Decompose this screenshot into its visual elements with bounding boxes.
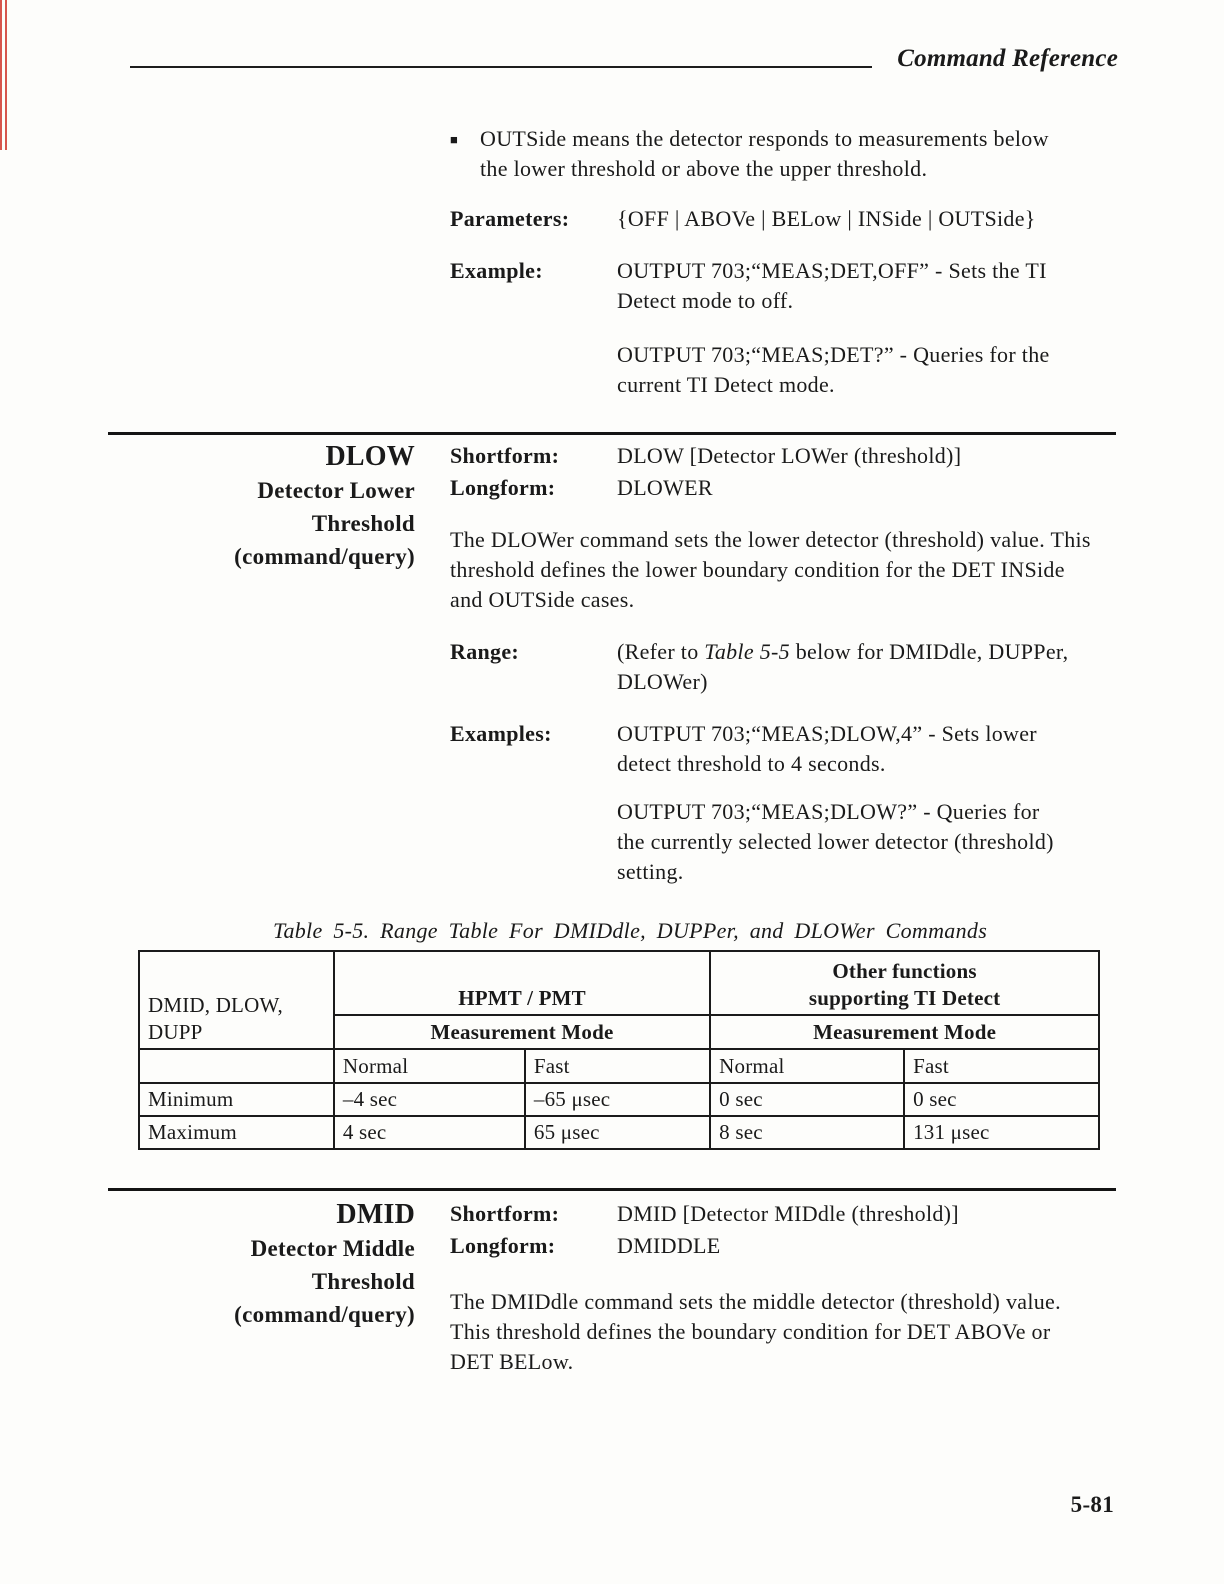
shortform-row	[450, 441, 1098, 471]
running-header: Command Reference	[897, 45, 1118, 72]
range-label: Range:	[450, 639, 520, 664]
range-value-pre: (Refer to	[617, 639, 705, 664]
shortform-value: DLOW [Detector LOWer (threshold)]	[617, 443, 962, 468]
dlow-example-2-text: OUTPUT 703;“MEAS;DLOW?” - Queries for the currently selected lower detector (threshold) setting.	[617, 799, 1054, 884]
corner-line-2: DUPP	[148, 1020, 203, 1044]
dmid-subtitle-line: (command/query)	[234, 1302, 415, 1327]
group-other-line-2: supporting TI Detect	[808, 986, 1001, 1010]
parameters-value: {OFF | ABOVe | BELow | INSide | OUTSide}	[617, 206, 1036, 231]
table-caption: Table 5-5. Range Table For DMIDdle, DUPPer, and DLOWer Commands	[272, 918, 988, 943]
scan-artifact	[0, 0, 9, 150]
section-divider	[108, 432, 1116, 435]
dmid-command-title: DMID	[336, 1199, 415, 1230]
bullet-text: OUTSide means the detector responds to measurements below the lower threshold or above the upper threshold.	[480, 126, 1049, 181]
cell-value: 0 sec	[710, 1083, 904, 1116]
parameters-label: Parameters:	[450, 206, 570, 231]
bullet-item	[450, 124, 1098, 184]
det-section-content	[450, 124, 1098, 400]
dlow-side-label	[105, 440, 415, 573]
dmid-section-content	[450, 1199, 1098, 1377]
examples-row	[450, 719, 1098, 779]
col-header-fast: Fast	[904, 1049, 1099, 1083]
group-header-hpmt: HPMT / PMT	[334, 951, 710, 1015]
row-label-minimum: Minimum	[139, 1083, 334, 1116]
dlow-subtitle-line: Detector Lower	[257, 478, 415, 503]
col-header-normal: Normal	[710, 1049, 904, 1083]
page-number: 5-81	[1070, 1492, 1114, 1517]
range-table-ref: Table 5-5	[704, 639, 790, 664]
example-label: Example:	[450, 258, 543, 283]
dmid-subtitle-line: Detector Middle	[250, 1236, 415, 1261]
longform-row	[450, 473, 1098, 503]
dmid-description: The DMIDdle command sets the middle detector (threshold) value. This threshold defines the boundary condition for DET ABOVe or DET BELow.	[450, 1289, 1061, 1374]
shortform-label: Shortform:	[450, 1201, 560, 1226]
table-row	[139, 1116, 1099, 1149]
table-row	[139, 1083, 1099, 1116]
shortform-value: DMID [Detector MIDdle (threshold)]	[617, 1201, 959, 1226]
cell-value: 65 μsec	[525, 1116, 710, 1149]
dlow-subtitle-line: Threshold	[311, 511, 415, 536]
longform-value: DMIDDLE	[617, 1233, 721, 1258]
example-2-text: OUTPUT 703;“MEAS;DET?” - Queries for the current TI Detect mode.	[617, 342, 1050, 397]
range-table	[138, 950, 1100, 1150]
group-header-other	[710, 951, 1099, 1015]
example-row	[450, 256, 1098, 316]
row-label-maximum: Maximum	[139, 1116, 334, 1149]
dlow-description: The DLOWer command sets the lower detector (threshold) value. This threshold defines the lower boundary condition for the DET INSide and OUTSide cases.	[450, 527, 1091, 612]
header-rule	[130, 66, 872, 68]
cell-value: 4 sec	[334, 1116, 525, 1149]
range-row	[450, 637, 1098, 697]
example-1-text: OUTPUT 703;“MEAS;DET,OFF” - Sets the TI Detect mode to off.	[617, 258, 1047, 313]
examples-label: Examples:	[450, 721, 552, 746]
cell-value: –65 μsec	[525, 1083, 710, 1116]
longform-label: Longform:	[450, 1233, 556, 1258]
mode-header-right: Measurement Mode	[710, 1015, 1099, 1049]
col-header-normal: Normal	[334, 1049, 525, 1083]
dlow-subtitle-line: (command/query)	[234, 544, 415, 569]
blank-cell	[139, 1049, 334, 1083]
dmid-side-label	[105, 1198, 415, 1331]
range-value	[617, 637, 1072, 697]
cell-value: 8 sec	[710, 1116, 904, 1149]
parameters-row	[450, 204, 1098, 234]
corner-line-1: DMID, DLOW,	[148, 993, 283, 1017]
group-other-line-1: Other functions	[832, 959, 977, 983]
cell-value: –4 sec	[334, 1083, 525, 1116]
cell-value: 131 μsec	[904, 1116, 1099, 1149]
longform-row	[450, 1231, 1098, 1261]
dlow-section-content	[450, 441, 1098, 887]
dlow-example-1-text: OUTPUT 703;“MEAS;DLOW,4” - Sets lower detect threshold to 4 seconds.	[617, 721, 1037, 776]
cell-value: 0 sec	[904, 1083, 1099, 1116]
longform-label: Longform:	[450, 475, 556, 500]
section-divider	[108, 1188, 1116, 1191]
table-corner-cell	[139, 951, 334, 1049]
bullet-icon: ■	[450, 132, 459, 147]
mode-header-left: Measurement Mode	[334, 1015, 710, 1049]
shortform-label: Shortform:	[450, 443, 560, 468]
dmid-subtitle-line: Threshold	[311, 1269, 415, 1294]
longform-value: DLOWER	[617, 475, 713, 500]
shortform-row	[450, 1199, 1098, 1229]
range-value-post: below for DMIDdle, DUPPer, DLOWer)	[617, 639, 1069, 694]
dlow-command-title: DLOW	[325, 441, 415, 472]
col-header-fast: Fast	[525, 1049, 710, 1083]
